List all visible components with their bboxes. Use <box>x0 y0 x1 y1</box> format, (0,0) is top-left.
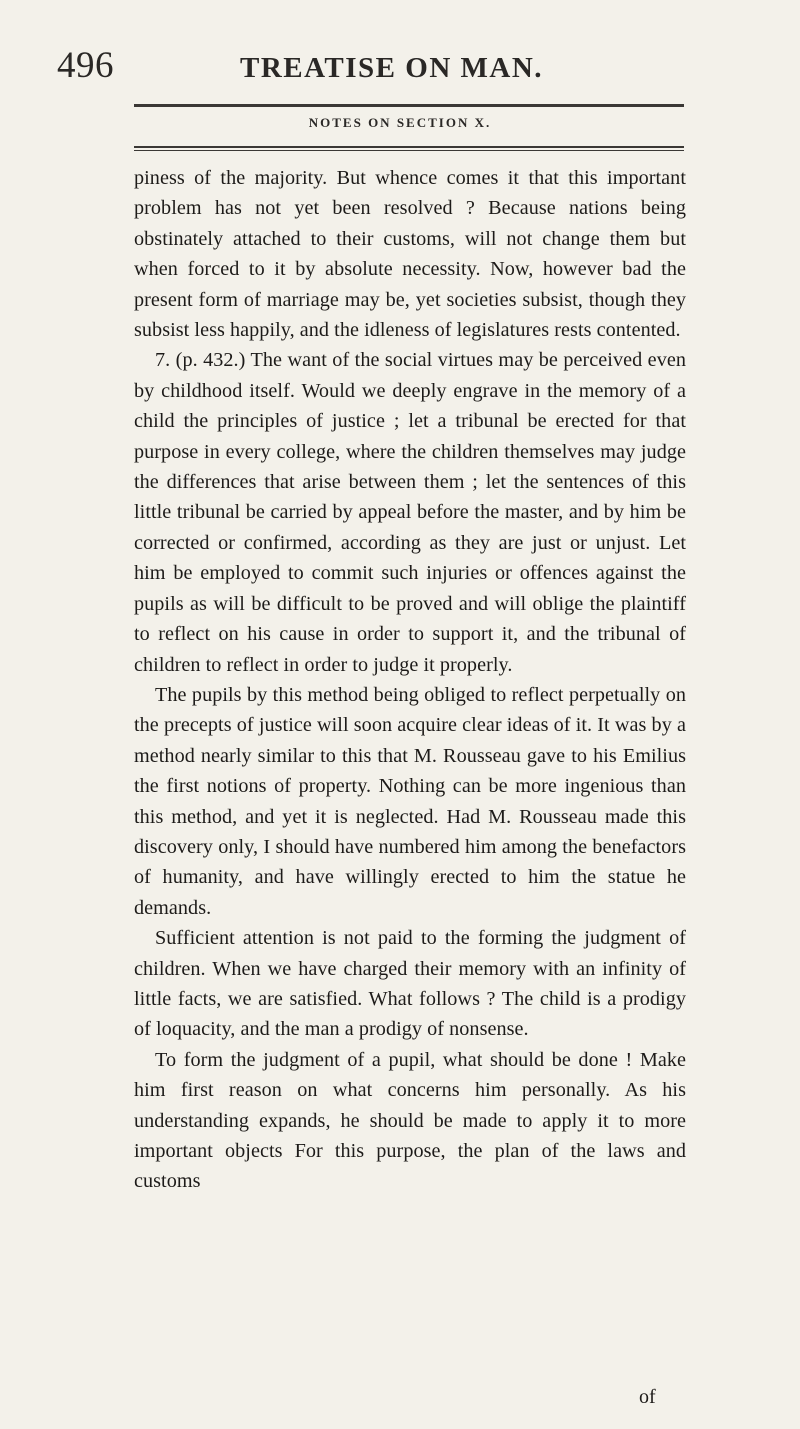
running-head <box>57 44 757 88</box>
paragraph-judgment: Sufficient attention is not paid to the forming the judgment of children. When we have charged their memory with an infinity of little facts, we are satisfied. What follows ? The child is a prodigy of loquacity, and the man a prodigy of nonsense. <box>134 927 686 1041</box>
paragraph-pupils: The pupils by this method being obliged to reflect perpetually on the precepts of justice will soon acquire clear ideas of it. It was by a method nearly similar to this that M. Rousseau gave to his Emilius the first notions of property. Nothing can be more ingenious than this method, and yet it is neglected. Had M. Rousseau made this discovery only, I should have numbered him among the benefactors of humanity, and have willingly erected to him the statue he demands. <box>134 683 686 919</box>
body-text <box>134 163 686 1197</box>
paragraph-form-judgment: To form the judgment of a pupil, what should be done ! Make him first reason on what concerns him personally. As his understanding expands, he should be made to apply it to more important objects For this purpose, the plan of the laws and customs <box>134 1048 686 1193</box>
paragraph-continuation: piness of the majority. But whence comes it that this important problem has not yet been resolved ? Because nations being obstinately attached to their customs, will not change them but when forced to it by absolute necessity. Now, however bad the present form of marriage may be, yet societies subsist, though they subsist less happily, and the idleness of legislatures rests contented. <box>134 167 686 342</box>
section-rule <box>134 146 684 148</box>
catchword: of <box>639 1386 656 1408</box>
paragraph-note-7: 7. (p. 432.) The want of the social virtues may be perceived even by childhood itself. Would we deeply engrave in the memory of a child the principles of justice ; let a tribunal be erected for that purpose in every college, where the children themselves may judge the differences that arise between them ; let the sentences of this little tribunal be carried by appeal before the master, and by him be corrected or confirmed, according as they are just or unjust. Let him be employed to commit such injuries or offences against the pupils as will be difficult to be proved and will oblige the plaintiff to reflect on his cause in order to support it, and the tribunal of children to reflect in order to judge it properly. <box>134 349 686 676</box>
section-rule-thin <box>134 150 684 151</box>
section-heading: NOTES ON SECTION X. <box>308 115 492 130</box>
page-number: 496 <box>57 45 114 86</box>
header-rule <box>134 104 684 107</box>
running-title: TREATISE ON MAN. <box>240 52 544 84</box>
